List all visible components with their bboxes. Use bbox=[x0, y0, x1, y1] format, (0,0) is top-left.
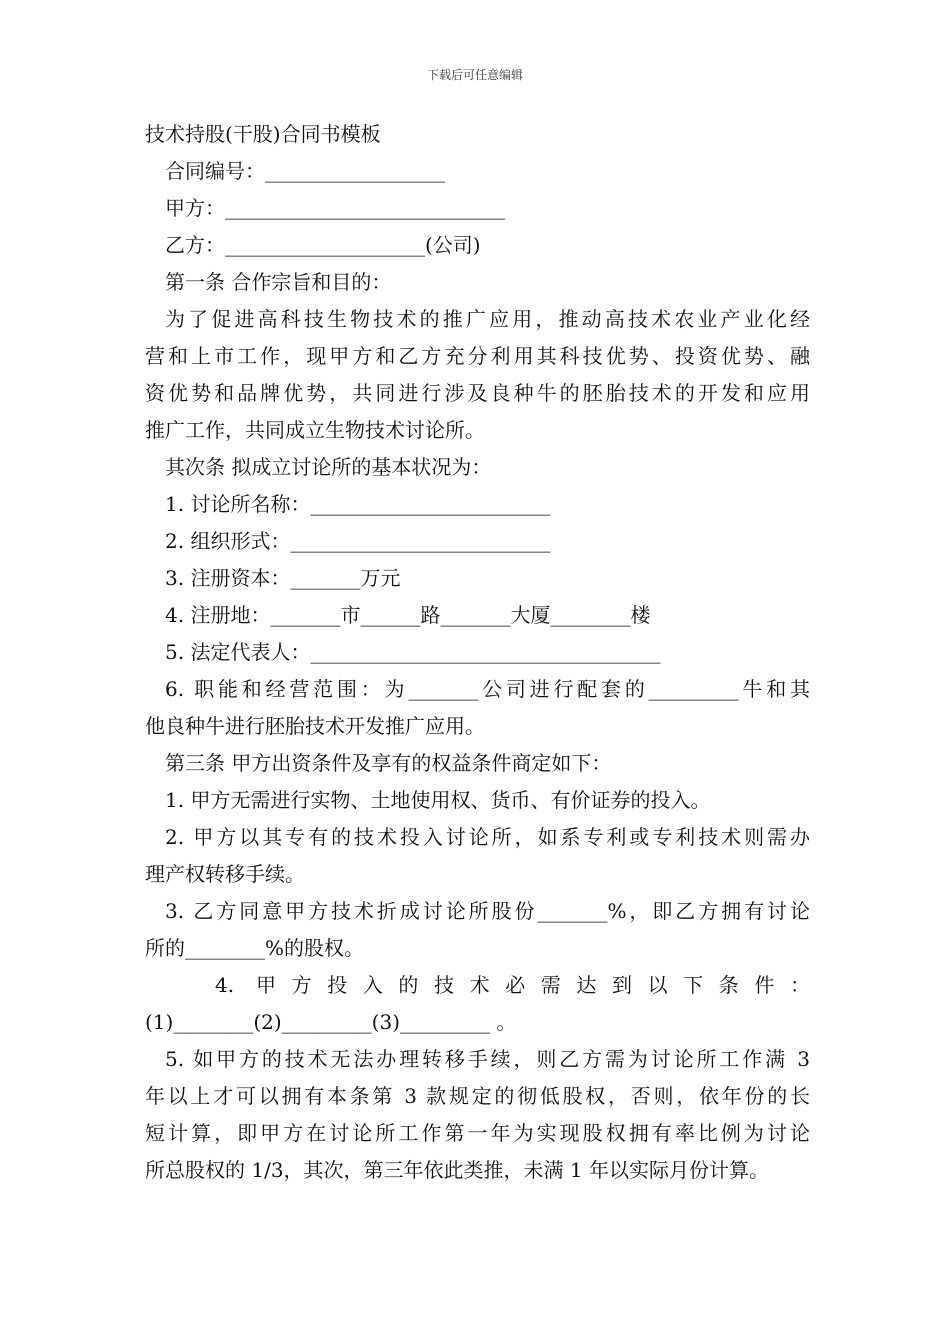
article-2-item: 6. 职能和经营范围：为_______公司进行配套的_________牛和其 bbox=[165, 677, 810, 701]
article-3-heading: 第三条 甲方出资条件及享有的权益条件商定如下： bbox=[165, 751, 612, 775]
page-header: 下载后可任意编辑 bbox=[426, 68, 523, 82]
document-body bbox=[145, 116, 810, 1189]
article-3-item: 3. 乙方同意甲方技术折成讨论所股份_______%，即乙方拥有讨论 bbox=[165, 899, 810, 923]
article-3-item: 1. 甲方无需进行实物、土地使用权、货币、有价证券的投入。 bbox=[165, 788, 711, 812]
document-title: 技术持股(干股)合同书模板 bbox=[145, 122, 381, 146]
article-2-item: 2. 组织形式：__________________________ bbox=[165, 529, 551, 553]
article-1-text: 资优势和品牌优势，共同进行涉及良种牛的胚胎技术的开发和应用 bbox=[145, 381, 810, 405]
article-1-text: 营和上市工作，现甲方和乙方充分利用其科技优势、投资优势、融 bbox=[145, 344, 810, 368]
article-1-text: 推广工作，共同成立生物技术讨论所。 bbox=[145, 418, 485, 442]
contract-number-line: 合同编号：__________________ bbox=[165, 159, 445, 183]
article-2-item: 他良种牛进行胚胎技术开发推广应用。 bbox=[145, 714, 485, 738]
article-3-item: 2. 甲方以其专有的技术投入讨论所，如系专利或专利技术则需办 bbox=[165, 825, 810, 849]
article-3-item: (1)________(2)_________(3)_________ 。 bbox=[145, 1010, 517, 1034]
article-2-item: 5. 法定代表人：___________________________________ bbox=[165, 640, 661, 664]
article-2-item: 1. 讨论所名称：________________________ bbox=[165, 492, 551, 516]
article-3-item: 所总股权的 1/3，其次，第三年依此类推，未满 1 年以实际月份计算。 bbox=[145, 1158, 769, 1182]
article-3-item: 短计算，即甲方在讨论所工作第一年为实现股权拥有率比例为讨论 bbox=[145, 1121, 810, 1145]
article-2-item: 4. 注册地：_______市______路_______大厦________楼 bbox=[165, 603, 651, 627]
article-1-text: 为了促进高科技生物技术的推广应用，推动高技术农业产业化经 bbox=[165, 307, 810, 331]
article-3-item: 4. 甲 方 投 入 的 技 术 必 需 达 到 以 下 条 件 ： bbox=[215, 973, 810, 997]
article-3-item: 5. 如甲方的技术无法办理转移手续，则乙方需为讨论所工作满 3 bbox=[165, 1047, 810, 1071]
article-1-heading: 第一条 合作宗旨和目的： bbox=[165, 270, 392, 294]
article-2-heading: 其次条 拟成立讨论所的基本状况为： bbox=[165, 455, 492, 479]
party-b-line: 乙方：____________________(公司) bbox=[165, 233, 481, 257]
article-3-item: 所的________%的股权。 bbox=[145, 936, 365, 960]
article-2-item: 3. 注册资本：_______万元 bbox=[165, 566, 401, 590]
party-a-line: 甲方：____________________________ bbox=[165, 196, 505, 220]
article-3-item: 年以上才可以拥有本条第 3 款规定的彻低股权，否则，依年份的长 bbox=[145, 1084, 810, 1108]
article-3-item: 理产权转移手续。 bbox=[145, 862, 305, 886]
